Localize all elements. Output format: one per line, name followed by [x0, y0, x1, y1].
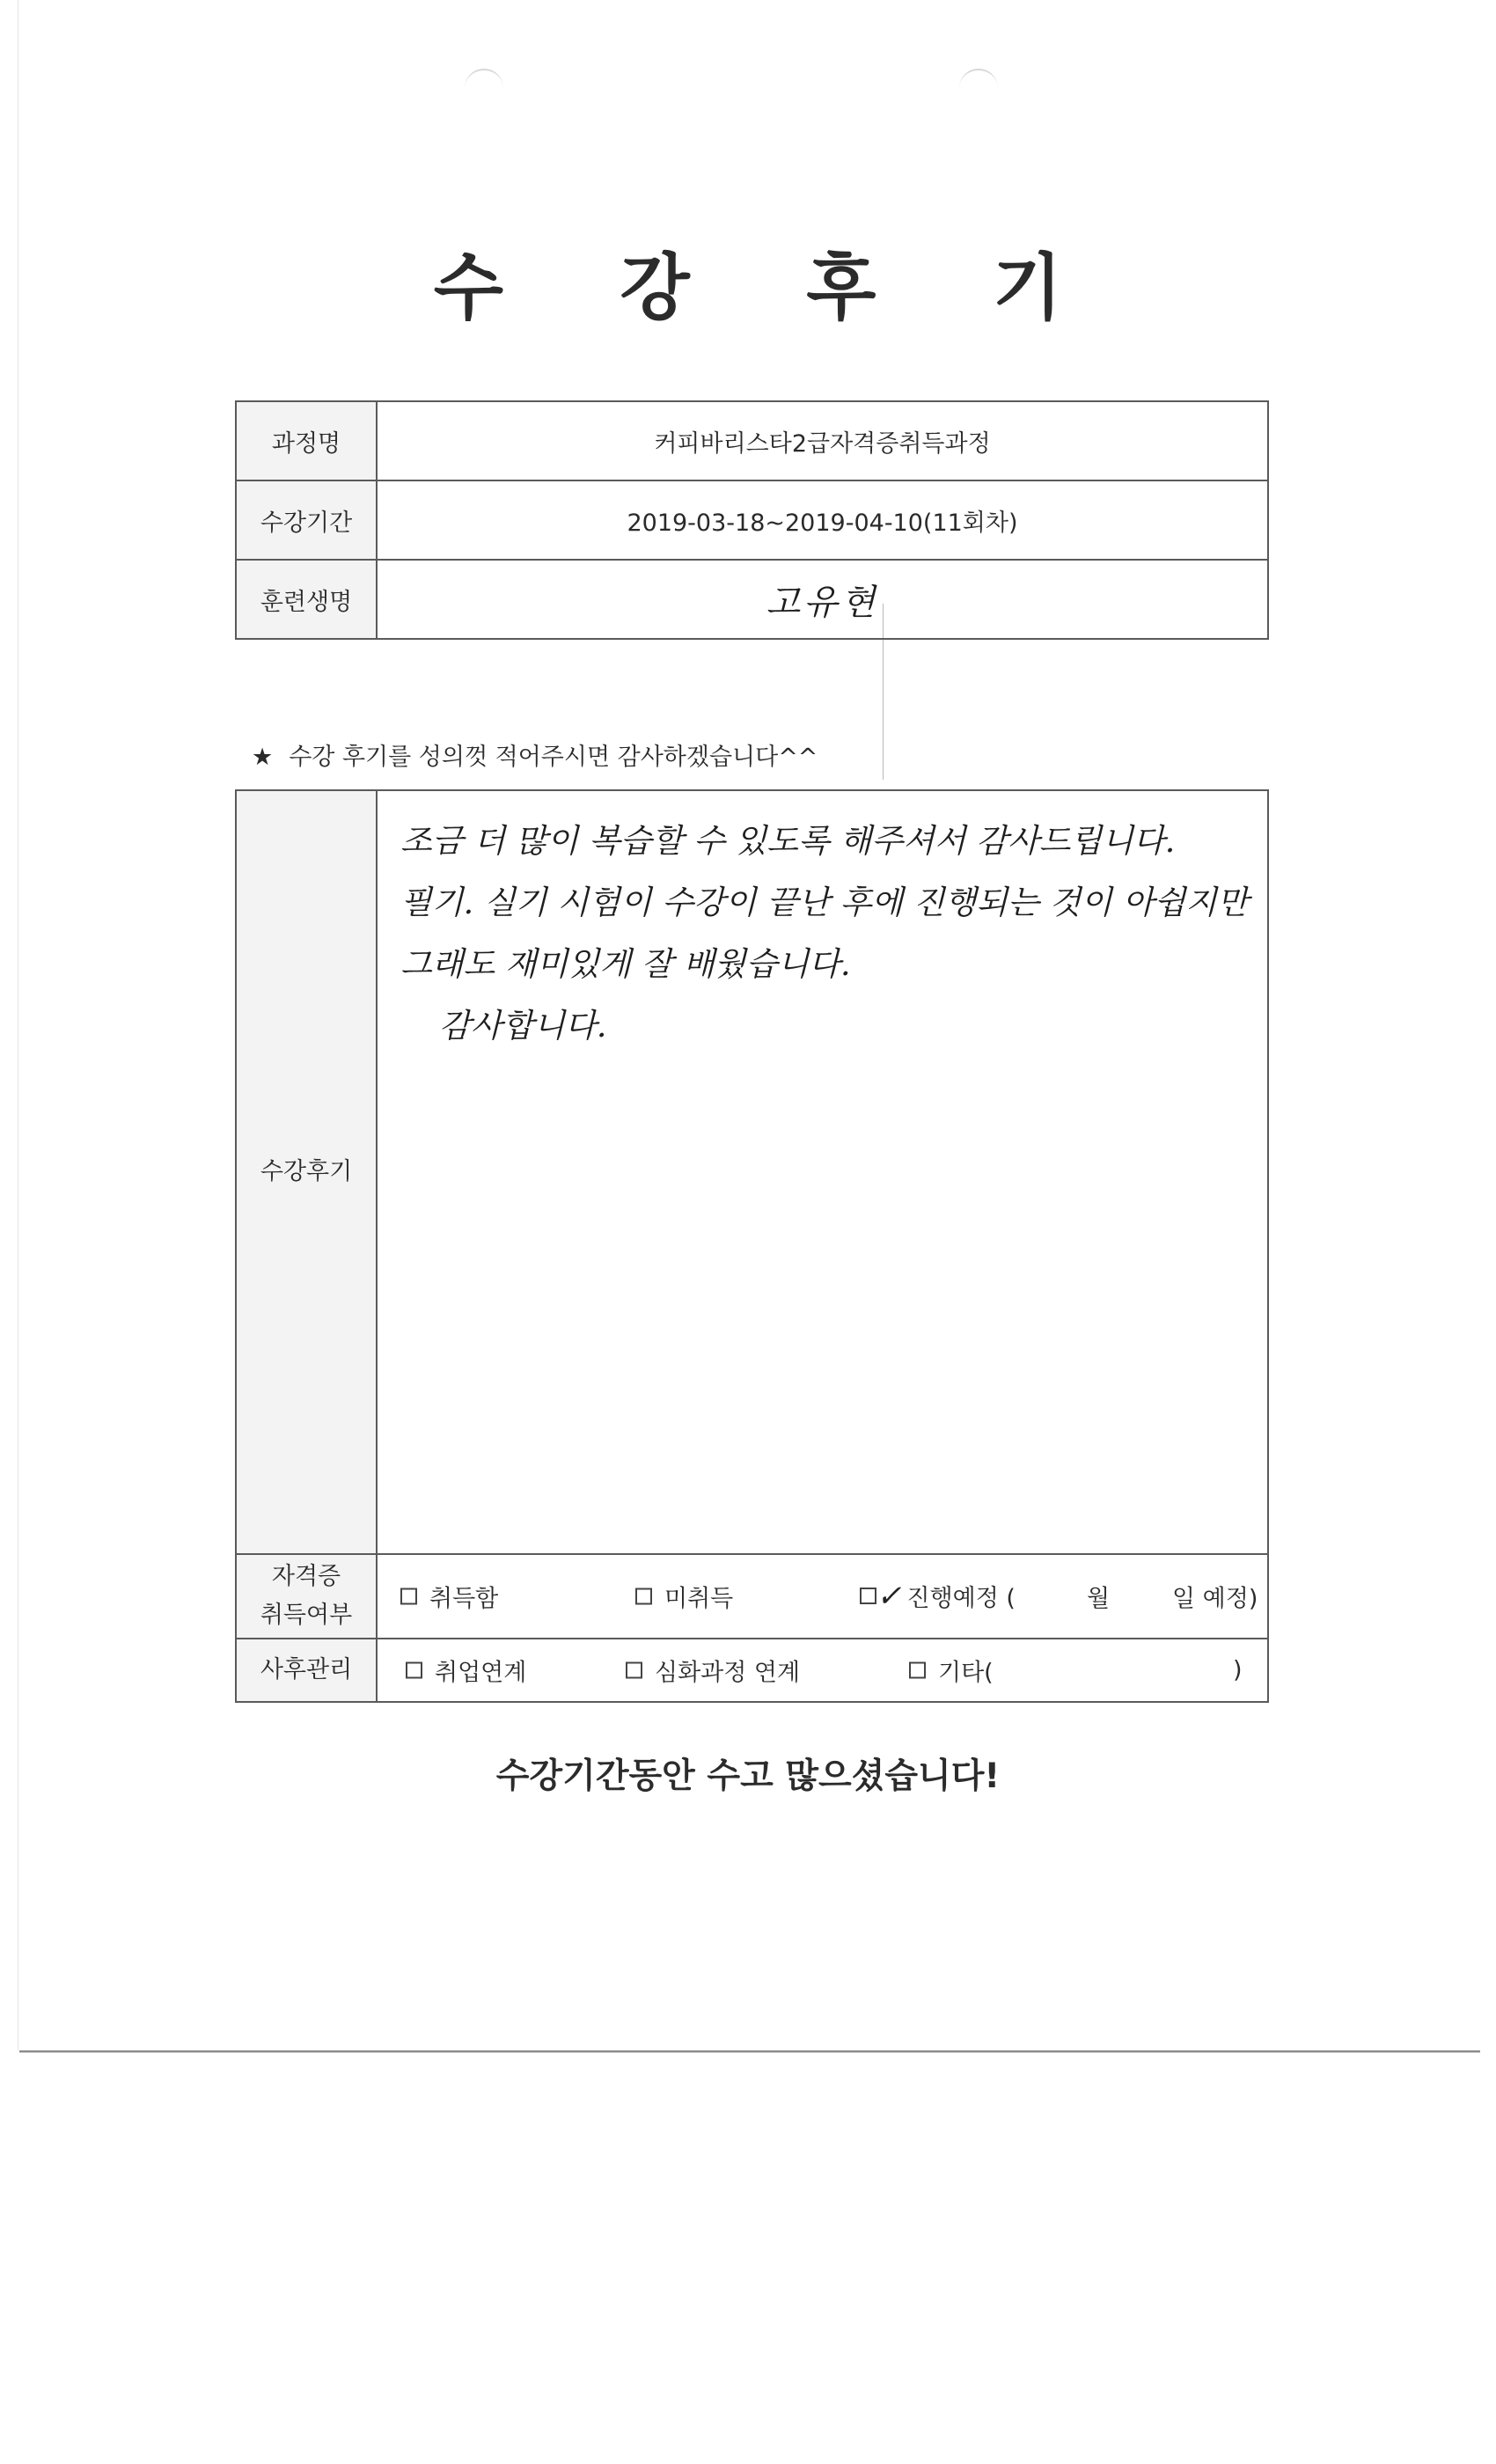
checkbox-icon [400, 1588, 417, 1605]
certification-options [377, 1554, 1268, 1639]
check-mark-icon: ✓ [876, 1579, 902, 1614]
option-job-link[interactable]: 취업연계 [406, 1654, 526, 1688]
trainee-row [236, 560, 1268, 639]
review-content [377, 790, 1268, 1554]
punch-hole-mark [465, 69, 503, 134]
option-acquired[interactable]: 취득함 [400, 1580, 498, 1614]
course-name-label: 과정명 [236, 401, 377, 480]
checkbox-icon [626, 1662, 642, 1679]
option-advanced-course[interactable]: 심화과정 연계 [626, 1654, 800, 1688]
trainee-name: 고유현 [766, 582, 879, 623]
notice-text [252, 737, 818, 772]
certification-label-line: 자격증 [271, 1563, 341, 1590]
period-value: 2019-03-18~2019-04-10(11회차) [377, 480, 1268, 560]
document-title: 수 강 후 기 [433, 246, 1109, 330]
month-label: 월 [1087, 1585, 1111, 1613]
certification-label [236, 1554, 377, 1639]
option-other[interactable]: 기타( [909, 1654, 994, 1688]
trainee-label: 훈련생명 [236, 560, 377, 639]
period-label: 수강기간 [236, 480, 377, 560]
option-not-acquired[interactable]: 미취득 [635, 1580, 733, 1614]
other-close-paren: ) [1233, 1656, 1243, 1684]
review-line: 감사합니다. [439, 1007, 607, 1045]
review-row [236, 790, 1268, 1554]
closing-message: 수강기간동안 수고 많으셨습니다! [495, 1756, 1001, 1796]
review-line: 그래도 재미있게 잘 배웠습니다. [400, 945, 851, 983]
checkbox-icon [860, 1588, 876, 1604]
certification-label-line: 취득여부 [260, 1602, 353, 1629]
option-in-progress[interactable]: ✓ 진행예정 ( [860, 1579, 1016, 1614]
punch-hole-mark [959, 69, 998, 134]
followup-row [236, 1639, 1268, 1702]
course-name-value: 커피바리스타2급자격증취득과정 [377, 401, 1268, 480]
review-handwriting [378, 791, 1267, 1057]
checkbox-icon [909, 1662, 926, 1679]
day-scheduled-label: 일 예정) [1172, 1585, 1258, 1613]
checkbox-icon [635, 1588, 652, 1605]
certification-row [236, 1554, 1268, 1639]
course-name-row [236, 401, 1268, 480]
star-icon: ★ [252, 744, 274, 771]
trainee-value-cell [377, 560, 1268, 639]
review-line: 조금 더 많이 복습할 수 있도록 해주셔서 감사드립니다. [400, 822, 1176, 860]
followup-options [377, 1639, 1268, 1702]
review-table [235, 789, 1269, 1703]
checkbox-icon [406, 1662, 422, 1679]
period-row [236, 480, 1268, 560]
course-info-table [235, 400, 1269, 640]
followup-label: 사후관리 [236, 1639, 377, 1702]
notice-message: 수강 후기를 성의껏 적어주시면 감사하겠습니다^^ [289, 744, 818, 771]
review-line: 필기. 실기 시험이 수강이 끝난 후에 진행되는 것이 아쉽지만 [400, 884, 1249, 921]
review-label: 수강후기 [236, 790, 377, 1554]
